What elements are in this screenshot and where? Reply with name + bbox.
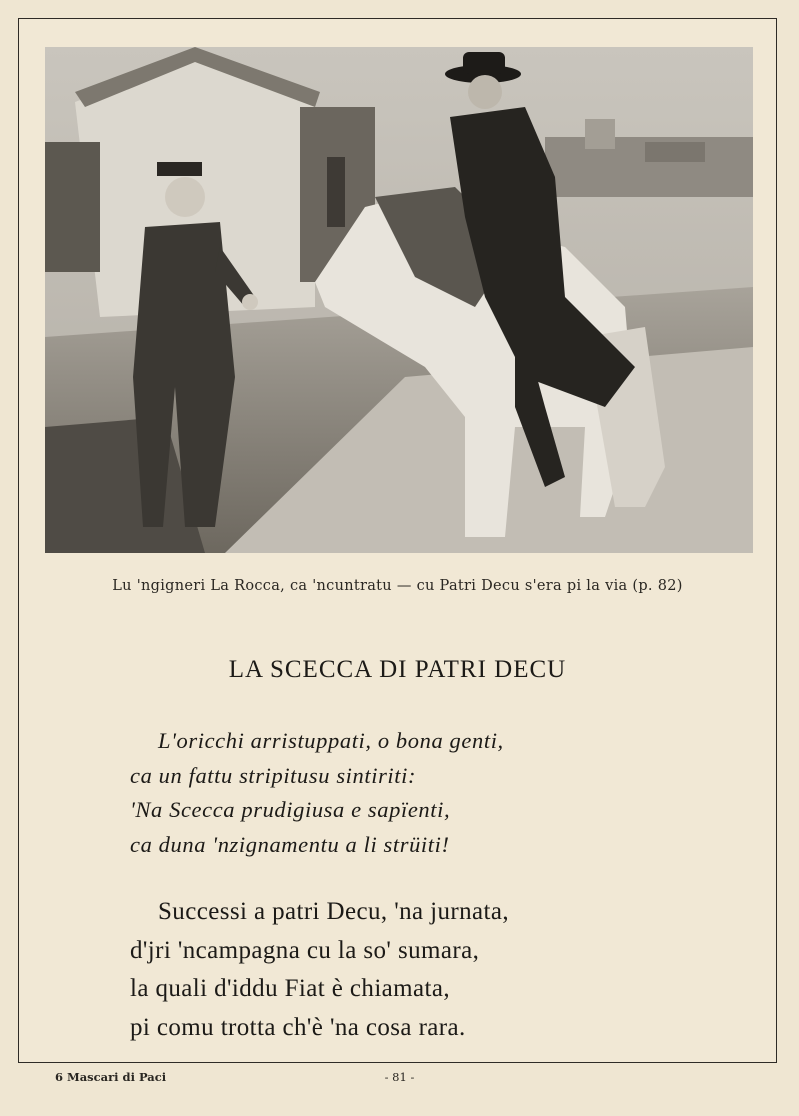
verse-line: pi comu trotta ch'è 'na cosa rara. bbox=[130, 1013, 466, 1041]
stanza-second bbox=[130, 893, 509, 1047]
photograph bbox=[45, 47, 753, 553]
page-number: - 81 - bbox=[384, 1070, 415, 1084]
verse-line: 'Na Scecca prudigiusa e sapïenti, bbox=[130, 797, 451, 822]
verse-line: la quali d'iddu Fiat è chiamata, bbox=[130, 975, 450, 1002]
photo-caption: Lu 'ngigneri La Rocca, ca 'ncuntratu — cu Patri Decu s'era pi la via (p. 82) bbox=[112, 578, 683, 594]
printer-signature: 6 Mascari di Paci bbox=[55, 1070, 167, 1084]
poem-title: LA SCECCA DI PATRI DECU bbox=[228, 656, 567, 683]
verse-line: ca duna 'nzignamentu a li strüiti! bbox=[130, 831, 450, 857]
verse-line: d'jri 'ncampagna cu la so' sumara, bbox=[130, 936, 480, 964]
verse-line: Successi a patri Decu, 'na jurnata, bbox=[158, 898, 510, 925]
verse-line: ca un fattu stripitusu sintiriti: bbox=[130, 762, 417, 788]
stanza-first bbox=[130, 724, 504, 862]
photograph-man-and-priest-on-donkey-icon bbox=[45, 47, 753, 553]
verse-line: L'oricchi arristuppati, o bona genti, bbox=[158, 728, 504, 753]
